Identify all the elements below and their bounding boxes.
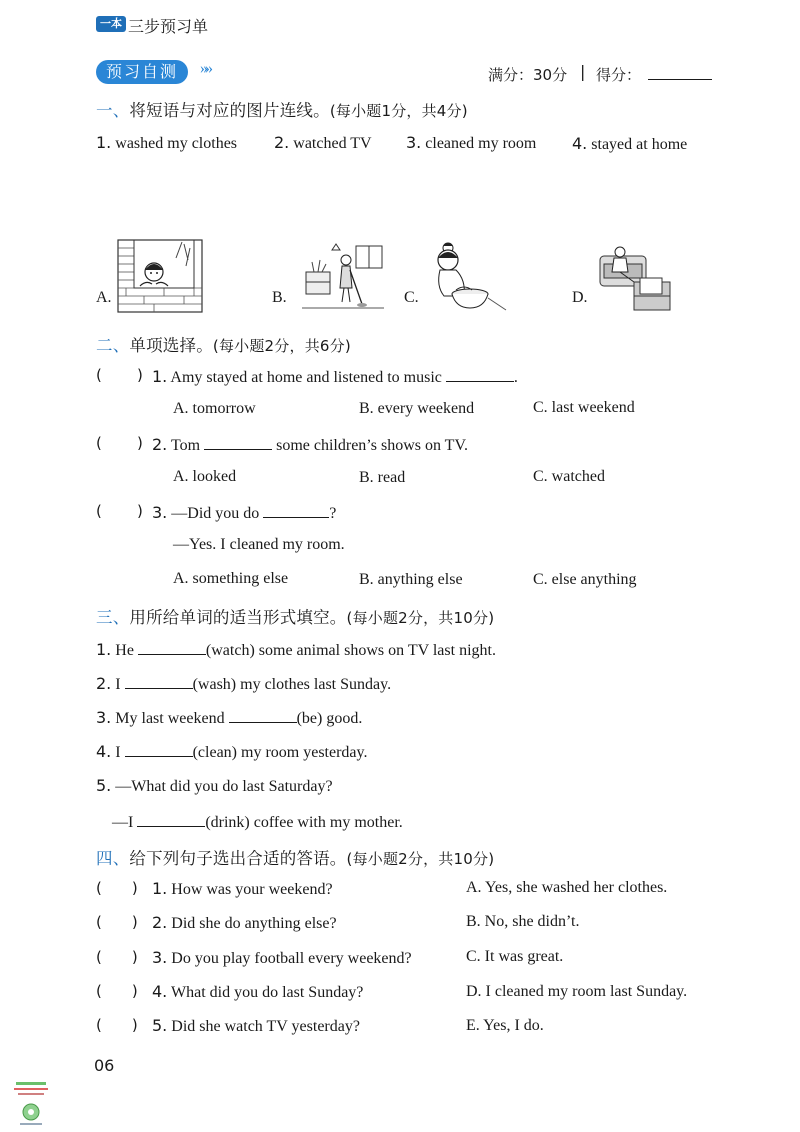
question-number: 3. <box>152 948 168 967</box>
question-text: Did she watch TV yesterday? <box>171 1018 360 1035</box>
item-number: 2. <box>96 674 112 693</box>
question-text-end: ? <box>329 505 337 522</box>
part4-note: (每小题2分，共10分) <box>346 850 495 868</box>
question-text-end: . <box>513 369 518 386</box>
p3-item-1 <box>96 639 496 660</box>
page-header-title: 三步预习单 <box>128 17 209 36</box>
full-score: 满分：30分 <box>488 66 568 84</box>
p3-item-3 <box>96 707 362 728</box>
part1-number: 一、 <box>96 101 130 120</box>
p2-q1-option-c: C. last weekend <box>533 399 635 416</box>
p2-q1-option-b: B. every weekend <box>359 400 475 417</box>
p2-q3-stem <box>152 502 336 523</box>
part1-title: 将短语与对应的图片连线。 <box>129 101 330 120</box>
answer-paren-open: ( <box>96 948 102 966</box>
p4-question-2 <box>152 913 337 933</box>
part3-heading <box>96 604 494 628</box>
answer-paren-close: ) <box>131 913 138 931</box>
girl-at-window-picture <box>114 238 206 314</box>
corner-stamp-icon <box>12 1080 52 1126</box>
answer-paren-open: ( <box>96 913 102 931</box>
item-text: —What did you do last Saturday? <box>115 778 333 795</box>
fill-blank[interactable] <box>125 741 193 757</box>
fill-blank[interactable] <box>229 707 297 723</box>
phrase-number: 1. <box>96 133 112 152</box>
p4-row-3 <box>96 948 138 967</box>
phrase-1 <box>96 133 237 153</box>
item-text-end: (clean) my room yesterday. <box>192 744 368 761</box>
picture-label-b: B. <box>272 289 287 306</box>
girl-mopping-picture <box>302 242 384 312</box>
girl-washing-clothes-picture <box>426 238 508 314</box>
part3-note: (每小题2分，共10分) <box>346 609 495 627</box>
answer-paren-open: ( <box>96 1016 102 1034</box>
question-text: —Did you do <box>171 505 260 522</box>
answer-paren-open: ( <box>96 434 102 452</box>
answer-paren-close: ) <box>137 502 143 520</box>
p3-item-2 <box>96 673 391 694</box>
question-number: 1. <box>152 367 168 386</box>
question-text: How was your weekend? <box>171 881 333 898</box>
p3-item-5 <box>96 776 333 796</box>
picture-label-a: A. <box>96 289 112 306</box>
man-watching-tv-picture <box>598 242 674 314</box>
question-number: 2. <box>152 435 168 454</box>
p4-row-2 <box>96 913 138 932</box>
p4-answer-c: C. It was great. <box>466 948 564 965</box>
score-blank[interactable] <box>648 64 712 80</box>
question-text: Tom <box>170 437 201 454</box>
question-number: 3. <box>152 503 168 522</box>
item-number: 4. <box>96 742 112 761</box>
item-text: My last weekend <box>115 710 225 727</box>
question-text-end: some children’s shows on TV. <box>276 437 468 454</box>
part3-title: 用所给单词的适当形式填空。 <box>129 608 347 627</box>
answer-slot-p2-q3[interactable] <box>110 502 136 520</box>
item-text: He <box>115 642 134 659</box>
p2-q3-option-b: B. anything else <box>359 571 463 588</box>
answer-paren-open: ( <box>96 982 102 1000</box>
question-number: 5. <box>152 1016 168 1035</box>
part3-number: 三、 <box>96 608 130 627</box>
answer-paren-close: ) <box>137 366 143 384</box>
part2-number: 二、 <box>96 336 130 355</box>
p2-q3-dialogue-line2: —Yes. I cleaned my room. <box>173 536 345 553</box>
p2-q1-option-a: A. tomorrow <box>173 400 256 417</box>
question-text: Did she do anything else? <box>171 915 337 932</box>
p4-question-1 <box>152 879 333 899</box>
question-number: 2. <box>152 913 168 932</box>
phrase-3 <box>406 133 536 153</box>
p4-row-1 <box>96 879 138 898</box>
phrase-number: 3. <box>406 133 422 152</box>
item-number: 3. <box>96 708 112 727</box>
phrase-4 <box>572 134 687 154</box>
p2-q2-option-c: C. watched <box>533 468 605 485</box>
question-number: 4. <box>152 982 168 1001</box>
p4-answer-e: E. Yes, I do. <box>466 1017 544 1034</box>
p2-q2-option-b: B. read <box>359 469 406 486</box>
phrase-text: watched TV <box>293 135 372 152</box>
part2-title: 单项选择。 <box>129 336 213 355</box>
p3-item-4 <box>96 741 367 762</box>
item-text-end: (drink) coffee with my mother. <box>205 814 403 831</box>
p4-question-4 <box>152 982 363 1002</box>
item-number: 5. <box>96 776 112 795</box>
answer-slot-p2-q2[interactable] <box>110 434 136 452</box>
fill-blank[interactable] <box>263 502 329 518</box>
brand-badge: 一本 <box>96 16 126 32</box>
part2-note: (每小题2分，共6分) <box>212 337 351 355</box>
question-text: Amy stayed at home and listened to music <box>170 369 442 386</box>
answer-paren-open: ( <box>96 366 102 384</box>
item-text: —I <box>112 814 134 831</box>
answer-paren-close: ) <box>131 1016 138 1034</box>
score-divider: | <box>580 62 586 81</box>
part4-title: 给下列句子选出合适的答语。 <box>129 849 347 868</box>
p4-answer-a: A. Yes, she washed her clothes. <box>466 879 668 896</box>
item-text-end: (wash) my clothes last Sunday. <box>192 676 392 693</box>
part4-heading <box>96 845 494 869</box>
picture-label-c: C. <box>404 289 419 306</box>
p4-question-5 <box>152 1016 360 1036</box>
p2-q3-option-c: C. else anything <box>533 571 637 588</box>
p4-answer-b: B. No, she didn’t. <box>466 913 580 930</box>
p4-question-3 <box>152 948 412 968</box>
phrase-number: 2. <box>274 133 290 152</box>
double-chevron-icon: »» <box>200 60 210 77</box>
item-text-end: (be) good. <box>296 710 363 727</box>
phrase-number: 4. <box>572 134 588 153</box>
question-text: What did you do last Sunday? <box>170 984 364 1001</box>
picture-label-d: D. <box>572 289 588 306</box>
p2-q3-option-a: A. something else <box>173 570 289 587</box>
fill-blank[interactable] <box>138 639 206 655</box>
item-text: I <box>115 744 121 761</box>
answer-paren-close: ) <box>131 879 138 897</box>
got-score-label: 得分： <box>596 66 642 84</box>
p2-q1-stem <box>152 366 518 387</box>
answer-slot-p2-q1[interactable] <box>110 366 136 384</box>
fill-blank[interactable] <box>125 673 193 689</box>
item-number: 1. <box>96 640 112 659</box>
phrase-text: cleaned my room <box>425 135 537 152</box>
p4-row-4 <box>96 982 138 1001</box>
part2-heading <box>96 332 351 356</box>
p4-answer-d: D. I cleaned my room last Sunday. <box>466 983 688 1000</box>
p3-item-5-line2 <box>112 811 403 832</box>
answer-paren-open: ( <box>96 502 102 520</box>
section-tag: 预习自测 <box>96 60 188 84</box>
item-text-end: (watch) some animal shows on TV last night. <box>205 642 496 659</box>
phrase-text: stayed at home <box>591 136 688 153</box>
fill-blank[interactable] <box>137 811 205 827</box>
fill-blank[interactable] <box>446 366 514 382</box>
part1-heading <box>96 97 468 121</box>
p2-q2-stem <box>152 434 468 455</box>
p2-q2-option-a: A. looked <box>173 468 237 485</box>
answer-paren-close: ) <box>137 434 143 452</box>
answer-paren-close: ) <box>131 982 138 1000</box>
part4-number: 四、 <box>96 849 130 868</box>
phrase-2 <box>274 133 372 153</box>
question-text: Do you play football every weekend? <box>171 950 412 967</box>
part1-note: (每小题1分，共4分) <box>329 102 468 120</box>
answer-paren-close: ) <box>131 948 138 966</box>
answer-paren-open: ( <box>96 879 102 897</box>
p4-row-5 <box>96 1016 138 1035</box>
phrase-text: washed my clothes <box>115 135 238 152</box>
question-number: 1. <box>152 879 168 898</box>
page-number: 06 <box>94 1056 115 1075</box>
item-text: I <box>115 676 121 693</box>
fill-blank[interactable] <box>204 434 272 450</box>
